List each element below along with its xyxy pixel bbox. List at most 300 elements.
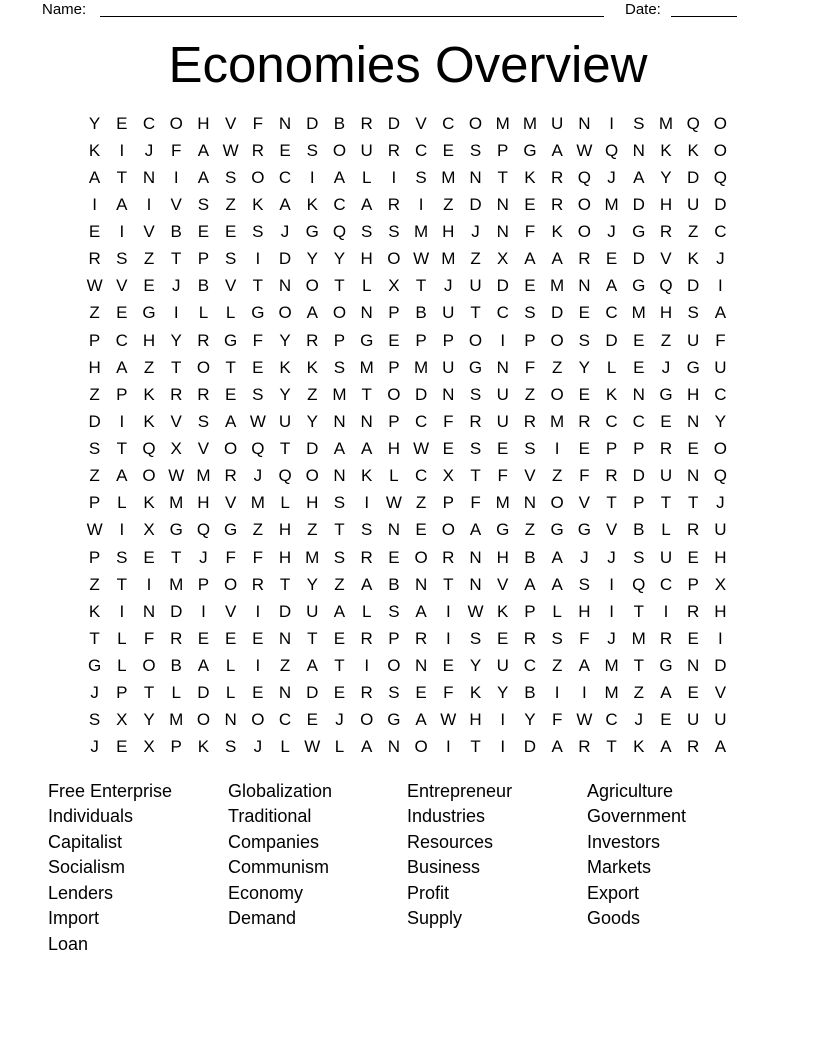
grid-cell-r2c24: O [713, 140, 727, 160]
grid-cell-r20c4: R [170, 628, 183, 648]
grid-cell-r19c18: L [552, 601, 562, 621]
grid-cell-r4c9: K [306, 194, 318, 214]
grid-cell-r8c16: C [496, 303, 509, 323]
grid-cell-r8c10: O [332, 303, 347, 323]
grid-cell-r24c2: E [116, 737, 128, 757]
grid-cell-r3c15: N [469, 167, 482, 187]
grid-cell-r3c8: C [278, 167, 292, 187]
grid-cell-r10c10: S [333, 357, 346, 377]
grid-cell-r19c16: K [497, 601, 509, 621]
grid-cell-r10c5: O [196, 357, 211, 377]
grid-cell-r13c13: W [413, 439, 430, 459]
grid-cell-r2c7: R [251, 140, 264, 160]
grid-cell-r22c2: P [116, 683, 128, 703]
grid-cell-r15c17: N [523, 493, 537, 513]
grid-cell-r22c22: A [660, 683, 672, 703]
grid-cell-r14c8: Q [278, 466, 292, 486]
grid-cell-r7c12: X [388, 276, 400, 296]
grid-cell-r1c3: C [142, 113, 156, 133]
grid-cell-r5c13: M [414, 222, 429, 242]
grid-cell-r11c22: G [659, 384, 673, 404]
grid-cell-r13c22: R [659, 439, 673, 459]
grid-cell-r15c23: T [687, 493, 699, 513]
grid-cell-r14c15: T [470, 466, 481, 486]
grid-cell-r7c23: D [687, 276, 700, 296]
grid-cell-r19c10: A [333, 601, 346, 621]
grid-cell-r4c15: D [469, 194, 482, 214]
grid-cell-r4c20: M [604, 194, 619, 214]
grid-cell-r23c2: X [116, 710, 128, 730]
grid-cell-r4c21: D [632, 194, 645, 214]
grid-cell-r19c23: R [687, 601, 700, 621]
grid-cell-r9c9: R [306, 330, 319, 350]
grid-cell-r18c20: I [609, 574, 614, 594]
grid-cell-r5c4: B [170, 222, 182, 242]
word-list-column-4 [587, 779, 686, 957]
grid-cell-r5c6: E [224, 222, 237, 242]
word-list-item: Markets [587, 857, 652, 878]
grid-cell-r11c9: Z [307, 384, 318, 404]
grid-cell-r18c18: A [551, 574, 563, 594]
grid-cell-r24c5: K [197, 737, 210, 757]
grid-cell-r4c24: D [714, 194, 727, 214]
grid-cell-r11c16: U [496, 384, 509, 404]
grid-cell-r17c4: T [171, 547, 182, 567]
grid-cell-r5c14: H [442, 222, 455, 242]
grid-cell-r20c22: R [659, 628, 673, 648]
grid-cell-r18c9: Y [306, 574, 318, 594]
grid-cell-r23c3: Y [143, 710, 155, 730]
grid-cell-r4c7: K [252, 194, 264, 214]
grid-cell-r17c8: H [278, 547, 292, 567]
grid-cell-r7c6: V [224, 276, 237, 296]
grid-cell-r8c15: T [470, 303, 481, 323]
grid-cell-r13c12: H [387, 439, 401, 459]
grid-cell-r17c1: P [88, 547, 101, 567]
date-blank-line [671, 16, 737, 17]
grid-cell-r9c24: F [715, 330, 726, 350]
grid-cell-r2c21: N [632, 140, 645, 160]
grid-cell-r1c24: O [713, 113, 727, 133]
grid-cell-r5c24: C [714, 222, 727, 242]
grid-cell-r22c9: D [306, 683, 319, 703]
grid-cell-r2c16: P [497, 140, 509, 160]
grid-cell-r12c5: S [197, 411, 210, 431]
grid-cell-r14c4: W [168, 466, 185, 486]
grid-cell-r12c22: E [660, 411, 672, 431]
grid-cell-r7c8: N [278, 276, 292, 296]
grid-cell-r16c10: T [334, 520, 345, 540]
grid-cell-r18c2: T [116, 574, 127, 594]
grid-cell-r20c21: M [631, 628, 646, 648]
grid-cell-r3c3: N [142, 167, 156, 187]
grid-cell-r7c9: O [305, 276, 319, 296]
grid-cell-r10c8: K [279, 357, 291, 377]
grid-cell-r19c9: U [306, 601, 319, 621]
grid-cell-r14c5: M [196, 466, 211, 486]
word-list-item: Entrepreneur [407, 781, 513, 801]
word-list-item: Import [48, 908, 100, 929]
grid-cell-r6c19: R [578, 249, 591, 269]
grid-cell-r3c14: M [441, 167, 456, 187]
grid-cell-r24c15: T [470, 737, 481, 757]
grid-cell-r18c6: O [224, 574, 238, 594]
grid-cell-r7c2: V [116, 276, 128, 296]
grid-cell-r20c18: S [551, 628, 563, 648]
grid-cell-r10c1: H [88, 357, 101, 377]
grid-cell-r23c5: O [196, 710, 211, 730]
grid-cell-r14c17: V [524, 466, 536, 486]
grid-cell-r2c18: A [551, 140, 563, 160]
grid-cell-r14c20: R [605, 466, 618, 486]
grid-cell-r4c10: C [333, 194, 346, 214]
grid-cell-r12c20: C [605, 411, 618, 431]
grid-cell-r24c10: L [334, 737, 345, 757]
grid-cell-r2c4: F [171, 140, 182, 160]
grid-cell-r10c4: T [171, 357, 182, 377]
grid-cell-r24c20: T [606, 737, 617, 757]
grid-cell-r19c21: T [633, 601, 644, 621]
grid-cell-r10c13: M [414, 357, 429, 377]
grid-cell-r5c1: E [88, 222, 101, 242]
grid-cell-r2c3: J [144, 140, 154, 160]
grid-cell-r22c10: E [333, 683, 346, 703]
grid-cell-r22c19: I [581, 683, 587, 703]
grid-cell-r6c5: P [197, 249, 210, 269]
grid-cell-r8c13: B [415, 303, 427, 323]
grid-cell-r7c18: M [550, 276, 565, 296]
grid-cell-r21c5: A [197, 656, 210, 676]
grid-cell-r11c14: N [442, 384, 455, 404]
grid-cell-r15c19: V [578, 493, 591, 513]
grid-cell-r19c15: W [467, 601, 484, 621]
grid-cell-r10c20: L [606, 357, 617, 377]
grid-cell-r20c24: I [718, 628, 723, 648]
grid-cell-r19c8: D [278, 601, 292, 621]
grid-cell-r10c19: Y [578, 357, 591, 377]
grid-cell-r15c3: K [143, 493, 155, 513]
grid-cell-r9c12: E [388, 330, 400, 350]
word-list-item: Companies [228, 831, 320, 852]
grid-cell-r18c17: A [524, 574, 536, 594]
grid-cell-r21c12: O [387, 656, 401, 676]
grid-cell-r21c2: L [117, 656, 127, 676]
grid-cell-r20c6: E [224, 628, 237, 648]
grid-cell-r7c17: E [524, 276, 536, 296]
grid-cell-r18c14: T [443, 574, 454, 594]
grid-cell-r2c22: K [660, 140, 672, 160]
grid-cell-r15c21: P [633, 493, 645, 513]
grid-cell-r15c4: M [169, 493, 184, 513]
grid-cell-r13c11: A [361, 439, 373, 459]
grid-cell-r19c14: I [445, 601, 451, 621]
grid-cell-r24c24: A [714, 737, 727, 757]
page-title: Economies Overview [168, 36, 648, 93]
grid-cell-r19c4: D [170, 601, 183, 621]
grid-cell-r17c21: S [633, 547, 645, 567]
grid-cell-r14c21: D [632, 466, 645, 486]
grid-cell-r8c14: U [442, 303, 455, 323]
grid-cell-r22c15: K [469, 683, 482, 703]
grid-cell-r23c10: J [335, 710, 344, 730]
grid-cell-r8c19: E [578, 303, 591, 323]
grid-cell-r16c8: H [278, 520, 292, 540]
grid-cell-r9c22: Z [660, 330, 672, 350]
grid-cell-r3c6: S [224, 167, 237, 187]
word-list-item: Business [407, 857, 481, 878]
grid-cell-r10c15: G [468, 357, 483, 377]
grid-cell-r5c2: I [119, 222, 125, 242]
word-list-item: Investors [587, 831, 661, 852]
grid-cell-r21c20: M [604, 656, 619, 676]
grid-cell-r1c12: D [387, 113, 401, 133]
grid-cell-r22c12: S [388, 683, 400, 703]
grid-cell-r1c10: B [333, 113, 346, 133]
grid-cell-r16c9: Z [307, 520, 318, 540]
grid-cell-r20c15: S [469, 628, 482, 648]
grid-cell-r15c24: J [716, 493, 725, 513]
grid-cell-r9c4: Y [170, 330, 182, 350]
grid-cell-r21c6: L [225, 656, 236, 676]
grid-cell-r23c21: J [634, 710, 644, 730]
grid-cell-r15c16: M [495, 493, 510, 513]
grid-cell-r18c1: Z [89, 574, 100, 594]
grid-cell-r6c3: Z [143, 249, 155, 269]
grid-cell-r14c23: N [687, 466, 700, 486]
grid-cell-r6c6: S [224, 249, 237, 269]
word-list-item: Resources [407, 831, 494, 852]
grid-cell-r9c21: E [633, 330, 645, 350]
grid-cell-r18c4: M [169, 574, 184, 594]
grid-cell-r24c1: J [90, 737, 99, 757]
grid-cell-r3c23: D [687, 167, 700, 187]
grid-cell-r21c7: I [255, 656, 261, 676]
grid-cell-r23c9: E [306, 710, 318, 730]
grid-cell-r9c18: O [550, 330, 564, 350]
word-list-item: Demand [228, 908, 297, 929]
grid-cell-r15c9: H [306, 493, 319, 513]
grid-cell-r23c1: S [88, 710, 101, 730]
grid-cell-r9c14: P [442, 330, 454, 350]
grid-cell-r1c18: U [551, 113, 564, 133]
grid-cell-r24c6: S [224, 737, 237, 757]
grid-cell-r10c21: E [633, 357, 645, 377]
grid-cell-r2c17: G [523, 140, 537, 160]
grid-cell-r19c11: L [361, 601, 372, 621]
grid-cell-r20c12: P [388, 628, 400, 648]
grid-cell-r11c20: K [605, 384, 618, 404]
grid-cell-r1c5: H [197, 113, 210, 133]
grid-cell-r17c13: O [414, 547, 428, 567]
grid-cell-r11c6: E [224, 384, 237, 404]
grid-cell-r3c1: A [88, 167, 101, 187]
grid-cell-r8c4: I [173, 303, 179, 323]
grid-cell-r14c13: C [414, 466, 428, 486]
grid-cell-r15c15: F [470, 493, 481, 513]
grid-cell-r10c16: N [496, 357, 509, 377]
grid-cell-r6c18: A [551, 249, 563, 269]
grid-cell-r15c1: P [88, 493, 101, 513]
grid-cell-r7c10: T [334, 276, 345, 296]
grid-cell-r5c15: J [471, 222, 480, 242]
grid-cell-r22c14: F [443, 683, 454, 703]
grid-cell-r11c18: O [550, 384, 564, 404]
grid-cell-r24c11: A [361, 737, 373, 757]
grid-cell-r15c22: T [660, 493, 672, 513]
grid-cell-r17c24: H [714, 547, 727, 567]
word-list-item: Individuals [48, 806, 134, 827]
word-list-item: Agriculture [587, 781, 674, 801]
grid-cell-r13c9: D [306, 439, 319, 459]
grid-cell-r5c17: F [524, 222, 536, 242]
word-list-item: Government [587, 806, 687, 827]
grid-cell-r8c11: N [360, 303, 373, 323]
grid-cell-r11c7: S [252, 384, 264, 404]
grid-cell-r18c13: N [414, 574, 428, 594]
word-list-column-2 [228, 779, 407, 957]
grid-cell-r23c20: C [605, 710, 618, 730]
grid-cell-r8c8: O [278, 303, 292, 323]
word-list-column-3 [407, 779, 587, 957]
word-list-item: Profit [407, 882, 450, 903]
grid-cell-r9c3: H [142, 330, 156, 350]
word-list-item: Socialism [48, 857, 126, 878]
grid-cell-r7c4: J [171, 276, 181, 296]
word-list-item: Industries [407, 806, 486, 827]
grid-cell-r6c21: D [632, 249, 645, 269]
grid-cell-r16c7: Z [252, 520, 264, 540]
grid-cell-r21c23: N [687, 656, 700, 676]
grid-cell-r14c14: X [442, 466, 454, 486]
grid-cell-r13c8: T [279, 439, 291, 459]
grid-cell-r10c22: J [661, 357, 671, 377]
grid-cell-r1c23: Q [686, 113, 700, 133]
grid-cell-r5c20: J [607, 222, 616, 242]
word-list-item: Loan [48, 933, 89, 954]
grid-cell-r14c18: Z [551, 466, 563, 486]
grid-cell-r6c16: X [497, 249, 509, 269]
grid-cell-r17c17: B [524, 547, 536, 567]
grid-cell-r10c17: F [524, 357, 536, 377]
grid-cell-r10c7: E [252, 357, 264, 377]
grid-cell-r22c7: E [252, 683, 264, 703]
grid-cell-r12c7: W [249, 411, 266, 431]
grid-cell-r24c4: P [170, 737, 182, 757]
name-blank-line [100, 16, 604, 17]
grid-cell-r15c13: Z [415, 493, 427, 513]
grid-cell-r12c10: N [333, 411, 346, 431]
grid-cell-r6c13: W [413, 249, 430, 269]
grid-cell-r20c7: E [252, 628, 264, 648]
grid-cell-r20c20: J [607, 628, 616, 648]
grid-cell-r19c6: V [224, 601, 237, 621]
grid-cell-r8c7: G [251, 303, 265, 323]
grid-cell-r20c9: T [307, 628, 318, 648]
grid-cell-r10c2: A [116, 357, 128, 377]
grid-cell-r7c1: W [86, 276, 103, 296]
grid-cell-r4c4: V [170, 194, 182, 214]
grid-cell-r9c19: S [578, 330, 591, 350]
grid-cell-r6c24: J [716, 249, 725, 269]
grid-cell-r8c17: S [524, 303, 536, 323]
grid-cell-r24c14: I [445, 737, 451, 757]
grid-cell-r1c19: N [578, 113, 591, 133]
grid-cell-r17c15: N [469, 547, 482, 567]
grid-cell-r16c21: B [633, 520, 645, 540]
grid-cell-r11c19: E [578, 384, 591, 404]
word-list-item: Free Enterprise [48, 781, 173, 801]
grid-cell-r19c1: K [88, 601, 101, 621]
grid-cell-r4c17: E [524, 194, 536, 214]
grid-cell-r15c10: S [333, 493, 346, 513]
grid-cell-r18c16: V [497, 574, 509, 594]
grid-cell-r8c5: L [198, 303, 209, 323]
grid-cell-r16c13: E [415, 520, 427, 540]
grid-cell-r7c11: L [361, 276, 372, 296]
grid-cell-r24c12: N [387, 737, 401, 757]
grid-cell-r20c13: R [414, 628, 428, 648]
grid-cell-r5c16: N [496, 222, 509, 242]
grid-cell-r9c11: G [360, 330, 374, 350]
grid-cell-r5c7: S [252, 222, 264, 242]
grid-cell-r17c23: E [687, 547, 699, 567]
grid-cell-r1c11: R [360, 113, 373, 133]
grid-cell-r14c10: N [333, 466, 346, 486]
grid-cell-r11c15: S [469, 384, 482, 404]
grid-cell-r2c8: E [279, 140, 291, 160]
grid-cell-r14c19: F [579, 466, 590, 486]
grid-cell-r9c13: P [415, 330, 427, 350]
grid-cell-r7c22: Q [659, 276, 673, 296]
grid-cell-r11c4: R [170, 384, 183, 404]
grid-cell-r13c16: E [497, 439, 509, 459]
grid-cell-r16c14: O [441, 520, 455, 540]
grid-cell-r16c19: G [577, 520, 591, 540]
grid-cell-r16c1: W [86, 520, 103, 540]
grid-cell-r13c1: S [88, 439, 101, 459]
grid-cell-r1c2: E [116, 113, 128, 133]
grid-cell-r7c16: D [496, 276, 509, 296]
grid-cell-r3c17: K [524, 167, 536, 187]
grid-cell-r18c19: S [578, 574, 591, 594]
grid-cell-r7c15: U [469, 276, 482, 296]
grid-cell-r22c16: Y [497, 683, 509, 703]
grid-cell-r22c21: Z [633, 683, 644, 703]
grid-cell-r3c18: R [551, 167, 564, 187]
grid-cell-r19c13: A [415, 601, 427, 621]
word-list-item: Capitalist [48, 831, 123, 852]
grid-cell-r6c4: T [171, 249, 182, 269]
grid-cell-r23c6: N [224, 710, 237, 730]
grid-cell-r6c15: Z [470, 249, 481, 269]
grid-cell-r6c22: V [660, 249, 672, 269]
grid-cell-r21c21: T [633, 656, 644, 676]
grid-cell-r9c15: O [468, 330, 483, 350]
grid-cell-r2c5: A [197, 140, 210, 160]
grid-cell-r5c10: Q [332, 222, 347, 242]
grid-cell-r23c11: O [360, 710, 374, 730]
grid-cell-r21c14: E [442, 656, 454, 676]
grid-cell-r23c4: M [169, 710, 184, 730]
grid-cell-r16c24: U [714, 520, 727, 540]
grid-cell-r6c20: E [605, 249, 618, 269]
grid-cell-r15c6: V [224, 493, 237, 513]
grid-cell-r10c23: G [686, 357, 700, 377]
grid-cell-r22c20: M [604, 683, 619, 703]
grid-cell-r17c19: J [580, 547, 589, 567]
grid-cell-r16c3: X [143, 520, 155, 540]
grid-cell-r4c1: I [92, 194, 97, 214]
